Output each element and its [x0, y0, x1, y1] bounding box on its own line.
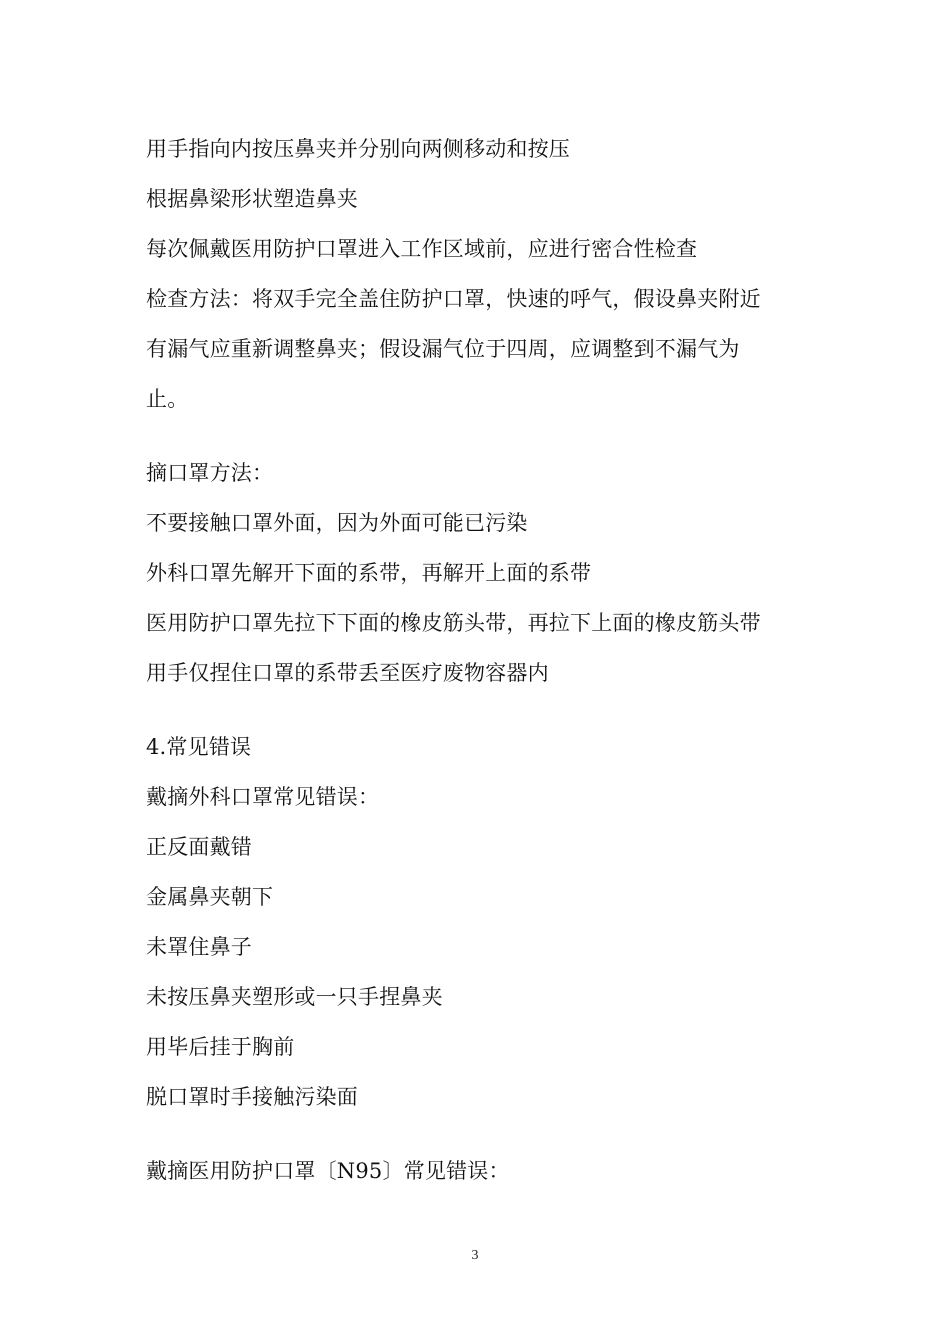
text-line: 止。: [146, 387, 189, 411]
text-line: 医用防护口罩先拉下下面的橡皮筋头带，再拉下上面的橡皮筋头带: [146, 611, 761, 635]
list-item: 用毕后挂于胸前: [146, 1035, 295, 1059]
section-heading: 摘口罩方法：: [146, 461, 274, 485]
section-heading: 戴摘医用防护口罩〔N95〕常见错误：: [146, 1159, 510, 1183]
list-item: 正反面戴错: [146, 835, 252, 859]
page-number: 3: [471, 1248, 479, 1263]
text-line: 有漏气应重新调整鼻夹；假设漏气位于四周，应调整到不漏气为: [146, 337, 740, 361]
list-item: 未按压鼻夹塑形或一只手捏鼻夹: [146, 985, 443, 1009]
section-heading: 4.常见错误: [146, 735, 252, 759]
text-line: 不要接触口罩外面，因为外面可能已污染: [146, 511, 528, 535]
text-line: 用手仅捏住口罩的系带丢至医疗废物容器内: [146, 661, 549, 685]
list-item: 金属鼻夹朝下: [146, 885, 274, 909]
text-line: 外科口罩先解开下面的系带，再解开上面的系带: [146, 561, 592, 585]
text-line: 根据鼻梁形状塑造鼻夹: [146, 187, 358, 211]
text-line: 检查方法：将双手完全盖住防护口罩，快速的呼气，假设鼻夹附近: [146, 287, 761, 311]
text-line: 戴摘外科口罩常见错误：: [146, 785, 380, 809]
text-line: 用手指向内按压鼻夹并分别向两侧移动和按压: [146, 137, 570, 161]
text-line: 每次佩戴医用防护口罩进入工作区域前，应进行密合性检查: [146, 237, 698, 261]
list-item: 未罩住鼻子: [146, 935, 252, 959]
list-item: 脱口罩时手接触污染面: [146, 1085, 358, 1109]
